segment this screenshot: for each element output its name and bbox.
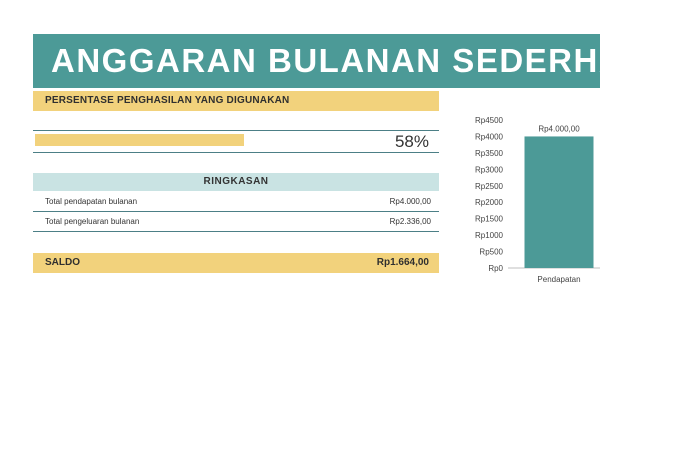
saldo-value: Rp1.664,00 <box>376 257 429 268</box>
summary-row-value: Rp4.000,00 <box>389 197 431 206</box>
income-chart <box>450 108 600 298</box>
y-tick-label: Rp500 <box>479 247 503 257</box>
percent-used-header: PERSENTASE PENGHASILAN YANG DIGUNAKAN <box>33 91 439 111</box>
y-tick-label: Rp3000 <box>474 165 503 175</box>
y-tick-label: Rp2500 <box>474 181 503 191</box>
percent-used-bar-track <box>35 134 395 146</box>
percent-used-value: 58% <box>394 132 429 151</box>
summary-row-value: Rp2.336,00 <box>389 217 431 226</box>
y-tick-label: Rp4500 <box>474 116 503 125</box>
bar-pendapatan <box>525 136 594 268</box>
y-tick-label: Rp1500 <box>474 214 503 224</box>
saldo-label: SALDO <box>45 257 80 268</box>
y-tick-label: Rp1000 <box>474 231 503 241</box>
summary-row-label: Total pengeluaran bulanan <box>45 217 140 226</box>
y-tick-label: Rp2000 <box>474 198 503 208</box>
y-tick-label: Rp4000 <box>474 132 503 142</box>
summary-row-expenses <box>33 212 439 232</box>
y-tick-label: Rp0 <box>488 264 503 273</box>
summary-header: RINGKASAN <box>33 173 439 191</box>
saldo-row <box>33 253 439 273</box>
summary-row-label: Total pendapatan bulanan <box>45 197 138 206</box>
percent-used-bar-fill <box>35 134 244 146</box>
y-tick-label: Rp3500 <box>474 148 503 158</box>
summary-row-income <box>33 192 439 212</box>
x-category-label: Pendapatan <box>537 275 581 284</box>
income-chart-svg <box>450 108 600 298</box>
percent-used-row <box>33 130 439 153</box>
bar-data-label: Rp4.000,00 <box>538 124 580 134</box>
page-title: ANGGARAN BULANAN SEDERHANA <box>33 34 600 88</box>
